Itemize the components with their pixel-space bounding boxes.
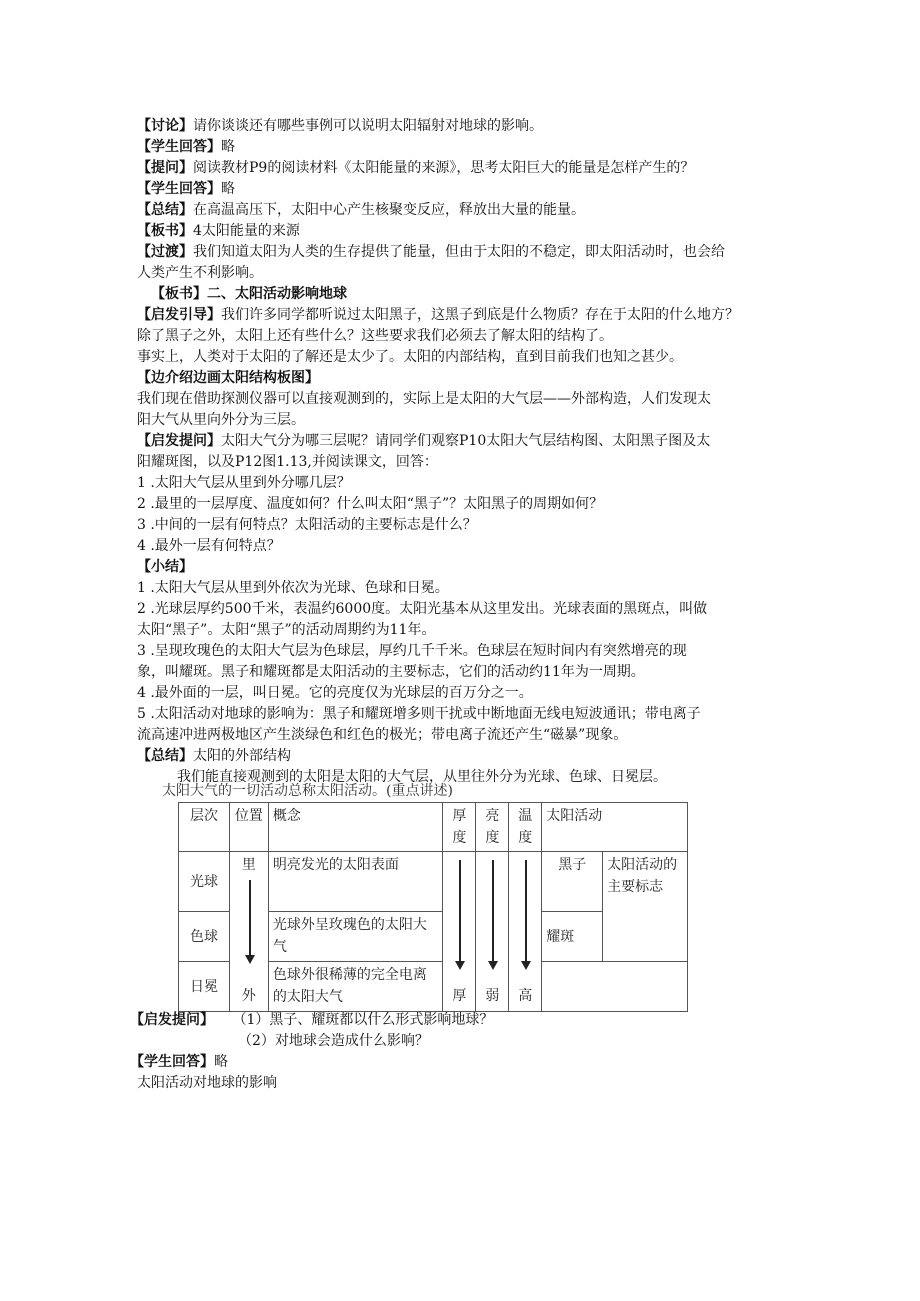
- line-text: 阅读教材P9的阅读材料《太阳能量的来源》，思考太阳巨大的能量是怎样产生的？: [193, 160, 695, 176]
- layer-chromosphere: 色球: [179, 912, 230, 962]
- line-label: 【总结】: [137, 202, 193, 218]
- text-line: [137, 578, 787, 599]
- header-activity: 太阳活动: [542, 803, 688, 852]
- text-line: [137, 704, 787, 725]
- activity-sunspot: 黑子: [542, 852, 603, 912]
- text-line: [137, 620, 787, 641]
- line-text: 流高速冲进两极地区产生淡绿色和红色的极光；带电离子流还产生“磁暴”现象。: [137, 727, 628, 743]
- line-label: 【板书】: [137, 223, 193, 239]
- text-line: [137, 305, 787, 326]
- text-line: [137, 389, 787, 410]
- line-text: 在高温高压下，太阳中心产生核聚变反应，释放出大量的能量。: [193, 202, 585, 218]
- guided-question: [130, 1010, 493, 1031]
- line-label: 【边介绍边画太阳结构板图】: [137, 370, 319, 386]
- text-line: [137, 746, 787, 767]
- line-label: 【提问】: [137, 160, 193, 176]
- guided-question-2: （2）对地球会造成什么影响？: [238, 1033, 429, 1049]
- line-text: 事实上，人类对于太阳的了解还是太少了。太阳的内部结构，直到目前我们也知之甚少。: [137, 349, 683, 365]
- line-text: 略: [221, 181, 235, 197]
- text-line: [137, 452, 787, 473]
- temperature-arrow-icon: [525, 860, 527, 962]
- activity-empty-cell: [542, 962, 688, 1012]
- line-text: 我们许多同学都听说过太阳黑子，这黑子到底是什么物质？存在于太阳的什么地方？: [221, 307, 739, 323]
- guided-question-label: 【启发提问】: [130, 1012, 214, 1028]
- text-line: [137, 347, 787, 368]
- brightness-arrow-icon: [492, 860, 494, 962]
- text-line: [137, 284, 787, 305]
- line-text: 象，叫耀斑。黑子和耀斑都是太阳活动的主要标志，它们的活动约11年为一周期。: [137, 664, 645, 680]
- document-body: [137, 116, 787, 788]
- text-line: [137, 557, 787, 578]
- diagram-caption: 太阳大气的一切活动总称太阳活动。(重点讲述): [162, 783, 453, 799]
- line-text: 我们能直接观测到的太阳是太阳的大气层，从里往外分为光球、色球、日冕层。: [177, 769, 667, 785]
- thickness-column: [443, 852, 476, 1012]
- line-label: 【过渡】: [137, 244, 193, 260]
- line-text: 人类产生不利影响。: [137, 265, 263, 281]
- header-thickness: 厚度: [443, 803, 476, 852]
- line-text: 2 .光球层厚约500千米，表温约6000度。太阳光基本从这里发出。光球表面的黑斑点，叫做: [137, 601, 708, 617]
- text-line: [137, 263, 787, 284]
- text-line: [137, 536, 787, 557]
- line-text: 2 .最里的一层厚度、温度如何？什么叫太阳“黑子”？太阳黑子的周期如何？: [137, 496, 604, 512]
- line-label: 【启发提问】: [137, 433, 221, 449]
- student-answer-label: 【学生回答】: [130, 1054, 214, 1070]
- line-text: 4 .最外一层有何特点？: [137, 538, 281, 554]
- activity-note: 太阳活动的主要标志: [603, 852, 688, 962]
- line-text: 我们现在借助探测仪器可以直接观测到的，实际上是太阳的大气层——外部构造，人们发现太: [137, 391, 711, 407]
- text-line: [137, 431, 787, 452]
- text-line: [137, 326, 787, 347]
- text-line: [137, 410, 787, 431]
- line-text: 阳耀斑图，以及P12图1.13,并阅读课文，回答：: [137, 454, 438, 470]
- line-text: 太阳大气分为哪三层呢？请同学们观察P10太阳大气层结构图、太阳黑子图及太: [221, 433, 711, 449]
- header-brightness: 亮度: [476, 803, 509, 852]
- line-label: 【小结】: [137, 559, 193, 575]
- solar-structure-table: [178, 802, 688, 1012]
- line-label: 【学生回答】: [137, 139, 221, 155]
- thickness-end: 厚: [452, 988, 467, 1004]
- text-line: [137, 683, 787, 704]
- text-line: [137, 494, 787, 515]
- line-label: 【学生回答】: [137, 181, 221, 197]
- line-text: 5 .太阳活动对地球的影响为：黑子和耀斑增多则干扰或中断地面无线电短波通讯；带电离子: [137, 706, 701, 722]
- line-label: 【板书】二、太阳活动影响地球: [151, 286, 347, 302]
- text-line: [137, 725, 787, 746]
- thickness-arrow-icon: [459, 860, 461, 962]
- concept-chromosphere: 光球外呈玫瑰色的太阳大气: [268, 912, 443, 962]
- text-line: [137, 599, 787, 620]
- line-text: 1 .太阳大气层从里到外依次为光球、色球和日冕。: [137, 580, 449, 596]
- line-text: 略: [221, 139, 235, 155]
- header-layer: 层次: [179, 803, 230, 852]
- follow-up-section: [130, 1010, 493, 1094]
- header-temperature: 温度: [509, 803, 542, 852]
- line-text: 3 .呈现玫瑰色的太阳大气层为色球层，厚约几千千米。色球层在短时间内有突然增亮的现: [137, 643, 687, 659]
- text-line: [137, 179, 787, 200]
- line-text: 4 .最外面的一层，叫日冕。它的亮度仅为光球层的百万分之一。: [137, 685, 533, 701]
- brightness-column: [476, 852, 509, 1012]
- temperature-end: 高: [518, 988, 533, 1004]
- header-concept: 概念: [268, 803, 443, 852]
- text-line: [137, 200, 787, 221]
- layer-corona: 日冕: [179, 962, 230, 1012]
- temperature-column: [509, 852, 542, 1012]
- text-line: [137, 221, 787, 242]
- line-text: 太阳的外部结构: [193, 748, 291, 764]
- line-text: 太阳“黑子”。太阳“黑子”的活动周期约为11年。: [137, 622, 436, 638]
- position-outer: 外: [241, 988, 256, 1004]
- header-position: 位置: [229, 803, 268, 852]
- line-label: 【总结】: [137, 748, 193, 764]
- line-text: 我们知道太阳为人类的生存提供了能量，但由于太阳的不稳定，即太阳活动时，也会给: [193, 244, 725, 260]
- position-inner: 里: [241, 857, 256, 873]
- student-answer-text: 略: [214, 1054, 228, 1070]
- concept-photosphere: 明亮发光的太阳表面: [268, 852, 443, 912]
- brightness-end: 弱: [485, 988, 500, 1004]
- text-line: [137, 116, 787, 137]
- line-label: 【启发引导】: [137, 307, 221, 323]
- line-text: 阳大气从里向外分为三层。: [137, 412, 305, 428]
- activity-flare: 耀斑: [542, 912, 603, 962]
- text-line: [137, 641, 787, 662]
- text-line: [137, 368, 787, 389]
- student-answer: [130, 1052, 493, 1073]
- solar-structure-diagram: [158, 782, 688, 1012]
- line-text: 3 .中间的一层有何特点？太阳活动的主要标志是什么？: [137, 517, 477, 533]
- concept-corona: 色球外很稀薄的完全电离的太阳大气: [268, 962, 443, 1012]
- text-line: [137, 137, 787, 158]
- text-line: [137, 515, 787, 536]
- text-line: [137, 662, 787, 683]
- line-text: 1 .太阳大气层从里到外分哪几层？: [137, 475, 351, 491]
- line-text: 除了黑子之外，太阳上还有些什么？这些要求我们必须去了解太阳的结构了。: [137, 328, 613, 344]
- line-text: 4太阳能量的来源: [193, 223, 300, 239]
- position-column: [229, 852, 268, 1012]
- closing-heading: 太阳活动对地球的影响: [137, 1075, 277, 1091]
- layer-photosphere: 光球: [179, 852, 230, 912]
- text-line: [137, 158, 787, 179]
- position-arrow-icon: [249, 880, 251, 956]
- guided-question-1: （1）黑子、耀斑都以什么形式影响地球？: [232, 1012, 494, 1028]
- line-label: 【讨论】: [137, 118, 193, 134]
- text-line: [137, 473, 787, 494]
- text-line: [137, 242, 787, 263]
- line-text: 请你谈谈还有哪些事例可以说明太阳辐射对地球的影响。: [193, 118, 543, 134]
